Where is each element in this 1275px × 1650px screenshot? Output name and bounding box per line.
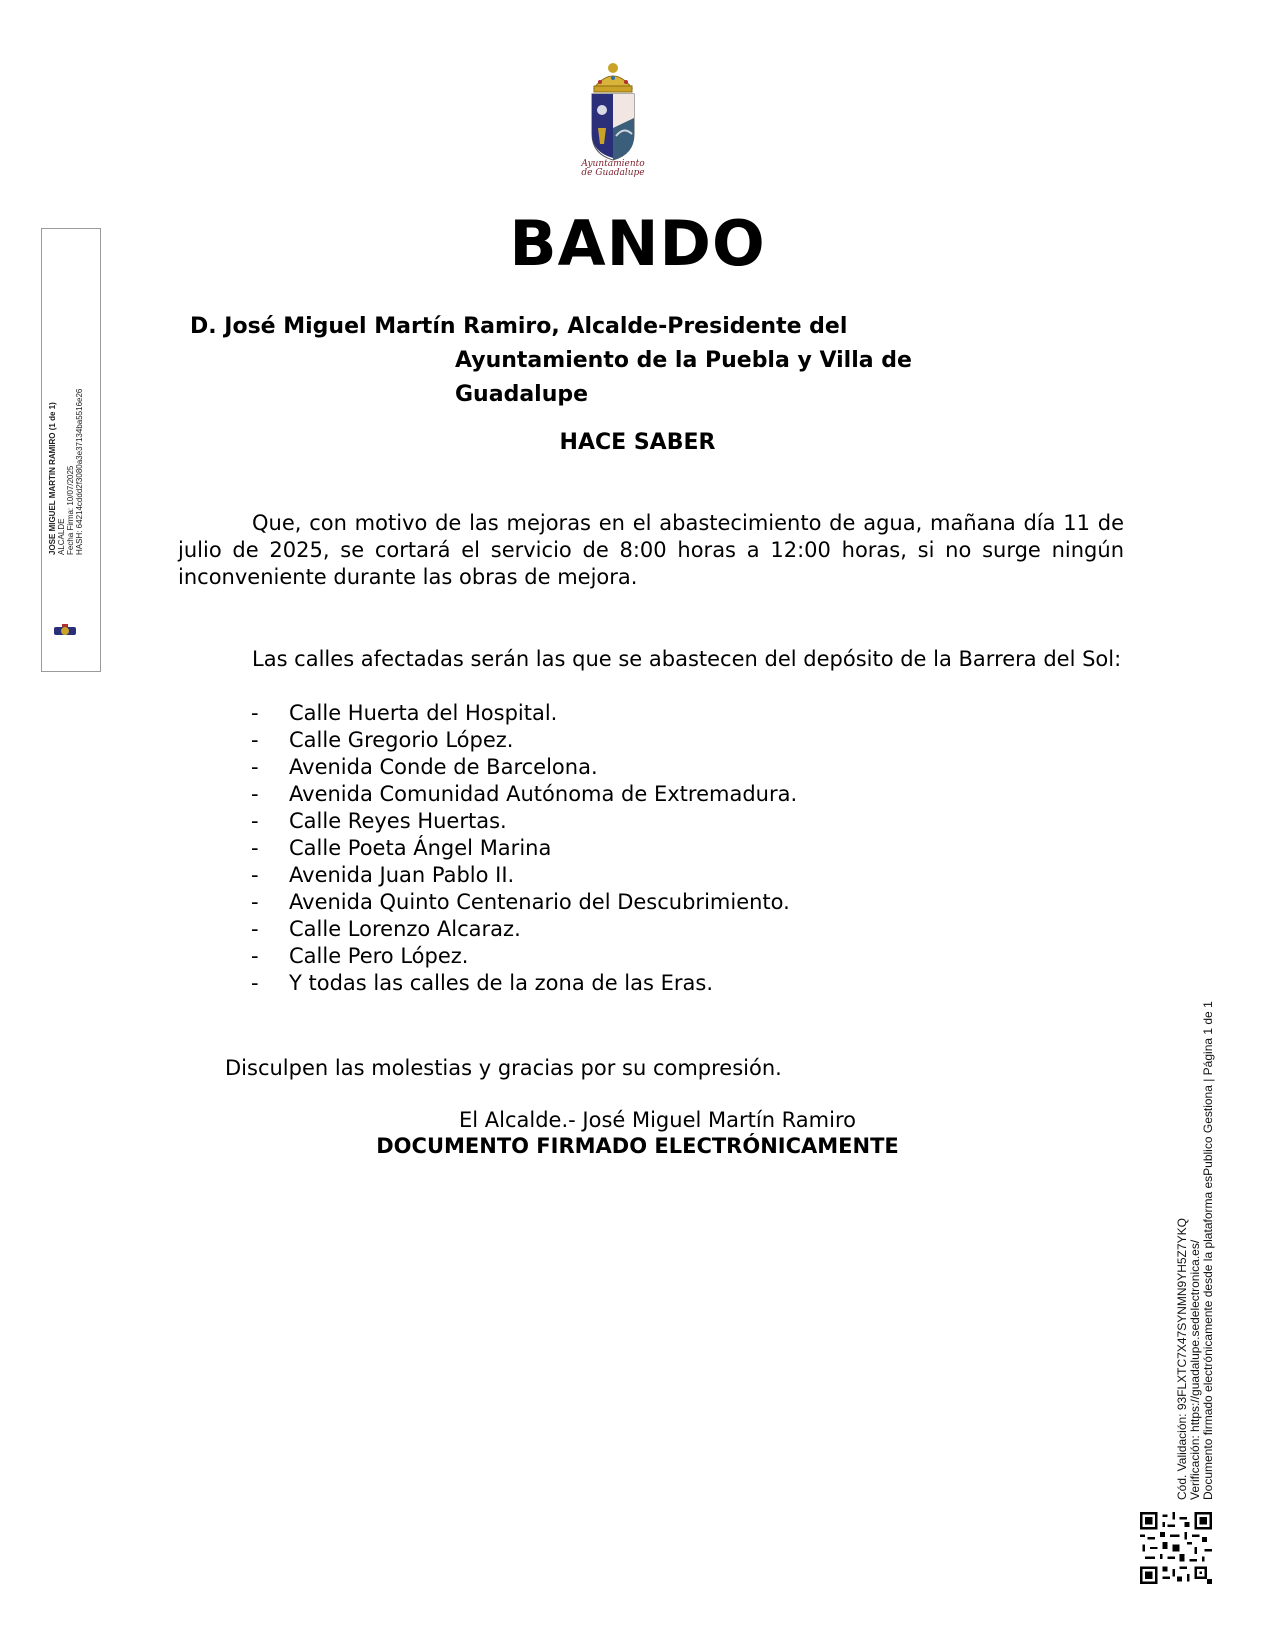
- signatory-name: El Alcalde.- José Miguel Martín Ramiro: [459, 1108, 856, 1132]
- street-name: Calle Reyes Huertas.: [289, 809, 507, 833]
- list-marker: -: [251, 755, 259, 779]
- stamp-hash: HASH: 64214cddd2f3080a3e37134ba5516e26: [75, 388, 84, 555]
- list-marker: -: [251, 809, 259, 833]
- logo-caption-line1: Ayuntamiento: [581, 159, 645, 169]
- list-marker: -: [251, 728, 259, 752]
- stamp-role: ALCALDE: [57, 518, 66, 555]
- issuer-line-2: Ayuntamiento de la Puebla y Villa de: [455, 348, 912, 373]
- street-name: Calle Lorenzo Alcaraz.: [289, 917, 521, 941]
- verification-block: [1176, 900, 1215, 1500]
- affected-streets-intro: Las calles afectadas serán las que se abastecen del depósito de la Barrera del Sol:: [252, 647, 1122, 671]
- list-item: [251, 943, 797, 970]
- list-item: [251, 727, 797, 754]
- electronic-signature-notice: DOCUMENTO FIRMADO ELECTRÓNICAMENTE: [376, 1134, 899, 1158]
- list-marker: -: [251, 863, 259, 887]
- street-name: Avenida Conde de Barcelona.: [289, 755, 598, 779]
- logo-caption: [572, 160, 654, 178]
- affected-streets-list: [251, 700, 797, 997]
- list-item: [251, 916, 797, 943]
- closing-remark: Disculpen las molestias y gracias por su compresión.: [225, 1056, 782, 1080]
- list-marker: -: [251, 917, 259, 941]
- verification-url: Verificación: https://guadalupe.sedelectronica.es/: [1188, 1239, 1202, 1500]
- signature-stamp-text: [48, 355, 84, 555]
- list-marker: -: [251, 944, 259, 968]
- issuer-line-1: D. José Miguel Martín Ramiro, Alcalde-Presidente del: [190, 314, 848, 339]
- qr-code-icon: [1140, 1512, 1212, 1584]
- list-item: [251, 700, 797, 727]
- stamp-signer: JOSE MIGUEL MARTIN RAMIRO (1 de 1): [48, 402, 57, 555]
- street-name: Avenida Quinto Centenario del Descubrimiento.: [289, 890, 790, 914]
- list-item: [251, 889, 797, 916]
- street-name: Calle Pero López.: [289, 944, 469, 968]
- logo-caption-line2: de Guadalupe: [581, 168, 645, 178]
- street-name: Y todas las calles de la zona de las Eras.: [289, 971, 713, 995]
- street-name: Avenida Juan Pablo II.: [289, 863, 515, 887]
- list-marker: -: [251, 890, 259, 914]
- verification-code: Cód. Validación: 93FLXTC7X47SYNMN9YH5Z7YKQ: [1175, 1218, 1189, 1500]
- list-marker: -: [251, 701, 259, 725]
- list-item: [251, 781, 797, 808]
- street-name: Calle Poeta Ángel Marina: [289, 836, 552, 860]
- stamp-logo-icon: [50, 622, 80, 638]
- list-item: [251, 862, 797, 889]
- list-item: [251, 835, 797, 862]
- issuer-line-3: Guadalupe: [455, 382, 589, 407]
- street-name: Calle Gregorio López.: [289, 728, 514, 752]
- list-marker: -: [251, 836, 259, 860]
- street-name: Avenida Comunidad Autónoma de Extremadura.: [289, 782, 798, 806]
- list-item: [251, 970, 797, 997]
- notice-paragraph: Que, con motivo de las mejoras en el abastecimiento de agua, mañana día 11 de julio de 2025, se cortará el servicio de 8:00 horas a 12:00 horas, si no surge ningún inconveniente durante las obras de mejora.: [178, 511, 1124, 589]
- verification-platform: Documento firmado electrónicamente desde la plataforma esPublico Gestiona | Página 1 de 1: [1201, 1001, 1215, 1500]
- street-name: Calle Huerta del Hospital.: [289, 701, 558, 725]
- hace-saber-heading: HACE SABER: [559, 430, 716, 455]
- document-title: BANDO: [509, 207, 766, 280]
- list-marker: -: [251, 782, 259, 806]
- list-item: [251, 808, 797, 835]
- list-marker: -: [251, 971, 259, 995]
- list-item: [251, 754, 797, 781]
- stamp-date: Fecha Firma: 10/07/2025: [66, 465, 75, 555]
